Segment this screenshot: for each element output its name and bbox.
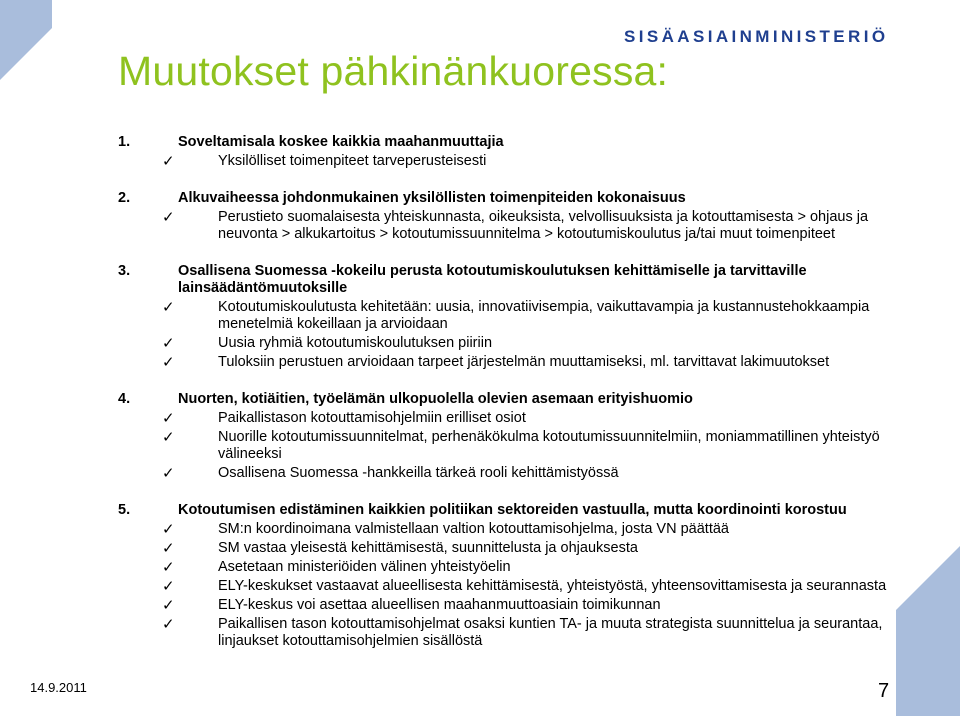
checkmark-icon: ✓ <box>162 521 175 538</box>
footer-date: 14.9.2011 <box>30 680 87 695</box>
section-heading-text: Nuorten, kotiäitien, työelämän ulkopuolella olevien asemaan erityishuomio <box>178 391 693 407</box>
checkmark-icon: ✓ <box>162 465 175 482</box>
checkmark-icon: ✓ <box>162 578 175 595</box>
page-number: 7 <box>878 680 890 702</box>
section-heading <box>0 134 898 151</box>
list-item-text: SM:n koordinoimana valmistellaan valtion kotouttamisohjelma, josta VN päättää <box>218 521 729 537</box>
list-item <box>0 410 908 427</box>
section-heading <box>0 391 898 408</box>
checkmark-icon: ✓ <box>162 540 175 557</box>
checkmark-icon: ✓ <box>162 597 175 614</box>
slide-title: Muutokset pähkinänkuoressa: <box>118 48 669 94</box>
list-item <box>0 465 908 482</box>
section-3 <box>0 263 960 371</box>
section-heading <box>0 263 898 297</box>
section-4 <box>0 391 960 482</box>
list-item-text: Tuloksiin perustuen arvioidaan tarpeet järjestelmän muuttamiseksi, ml. tarvittavat lakimuutokset <box>218 354 830 370</box>
section-number: 4. <box>118 391 131 407</box>
section-2 <box>0 190 960 243</box>
list-item-text: Nuorille kotoutumissuunnitelmat, perhenäkökulma kotoutumissuunnitelmiin, moniammatillinen yhteistyö välineeksi <box>218 429 880 462</box>
checkmark-icon: ✓ <box>162 209 175 226</box>
list-item <box>0 354 908 371</box>
checkmark-icon: ✓ <box>162 410 175 427</box>
list-item-text: Osallisena Suomessa -hankkeilla tärkeä rooli kehittämistyössä <box>218 465 619 481</box>
list-item <box>0 299 908 333</box>
checkmark-icon: ✓ <box>162 335 175 352</box>
section-heading <box>0 502 898 519</box>
section-heading-text: Soveltamisala koskee kaikkia maahanmuuttajia <box>178 134 504 150</box>
list-item <box>0 559 908 576</box>
brand-logo-text: SISÄASIAINMINISTERIÖ <box>624 27 889 46</box>
list-item <box>0 597 908 614</box>
section-5 <box>0 502 960 650</box>
list-item-text: Asetetaan ministeriöiden välinen yhteistyöelin <box>218 559 511 575</box>
list-item-text: Perustieto suomalaisesta yhteiskunnasta, oikeuksista, velvollisuuksista ja kotouttamisesta > ohjaus ja neuvonta > alkukartoitus > kotoutumissuunnitelma > kotoutumiskoulutus ja/tai muut toimenpiteet <box>218 209 869 242</box>
list-item <box>0 521 908 538</box>
checkmark-icon: ✓ <box>162 354 175 371</box>
list-item-text: Yksilölliset toimenpiteet tarveperusteisesti <box>218 153 487 169</box>
list-item <box>0 335 908 352</box>
list-item-text: Uusia ryhmiä kotoutumiskoulutuksen piiriin <box>218 335 493 351</box>
list-item-text: ELY-keskukset vastaavat alueellisesta kehittämisestä, yhteistyöstä, yhteensovittamisesta ja seurannasta <box>218 578 887 594</box>
section-1 <box>0 134 960 170</box>
section-number: 1. <box>118 134 131 150</box>
checkmark-icon: ✓ <box>162 559 175 576</box>
list-item <box>0 616 908 650</box>
list-item-text: Paikallisen tason kotouttamisohjelmat osaksi kuntien TA- ja muuta strategista suunnittelua ja seurantaa, linjaukset kotouttamisohjelmien sisällöstä <box>218 616 883 649</box>
section-number: 2. <box>118 190 131 206</box>
list-item <box>0 429 908 463</box>
section-heading-text: Alkuvaiheessa johdonmukainen yksilöllisten toimenpiteiden kokonaisuus <box>178 190 686 206</box>
section-heading-text: Kotoutumisen edistäminen kaikkien politiikan sektoreiden vastuulla, mutta koordinointi korostuu <box>178 502 847 518</box>
corner-decoration-top <box>0 0 60 80</box>
checkmark-icon: ✓ <box>162 153 175 170</box>
list-item <box>0 578 908 595</box>
section-heading <box>0 190 898 207</box>
checkmark-icon: ✓ <box>162 299 175 316</box>
list-item-text: ELY-keskus voi asettaa alueellisen maahanmuuttoasiain toimikunnan <box>218 597 661 613</box>
section-number: 3. <box>118 263 131 279</box>
checkmark-icon: ✓ <box>162 616 175 633</box>
section-number: 5. <box>118 502 131 518</box>
list-item-text: Paikallistason kotouttamisohjelmiin erilliset osiot <box>218 410 526 426</box>
list-item-text: SM vastaa yleisestä kehittämisestä, suunnittelusta ja ohjauksesta <box>218 540 638 556</box>
list-item <box>0 209 908 243</box>
list-item <box>0 540 908 557</box>
checkmark-icon: ✓ <box>162 429 175 446</box>
list-item-text: Kotoutumiskoulutusta kehitetään: uusia, innovatiivisempia, vaikuttavampia ja kustannustehokkaampia menetelmiä kokeillaan ja arvioidaan <box>218 299 870 332</box>
list-item <box>0 153 908 170</box>
section-heading-text: Osallisena Suomessa -kokeilu perusta kotoutumiskoulutuksen kehittämiselle ja tarvittaville lainsäädäntömuutoksille <box>178 263 807 296</box>
slide-content <box>0 134 960 670</box>
